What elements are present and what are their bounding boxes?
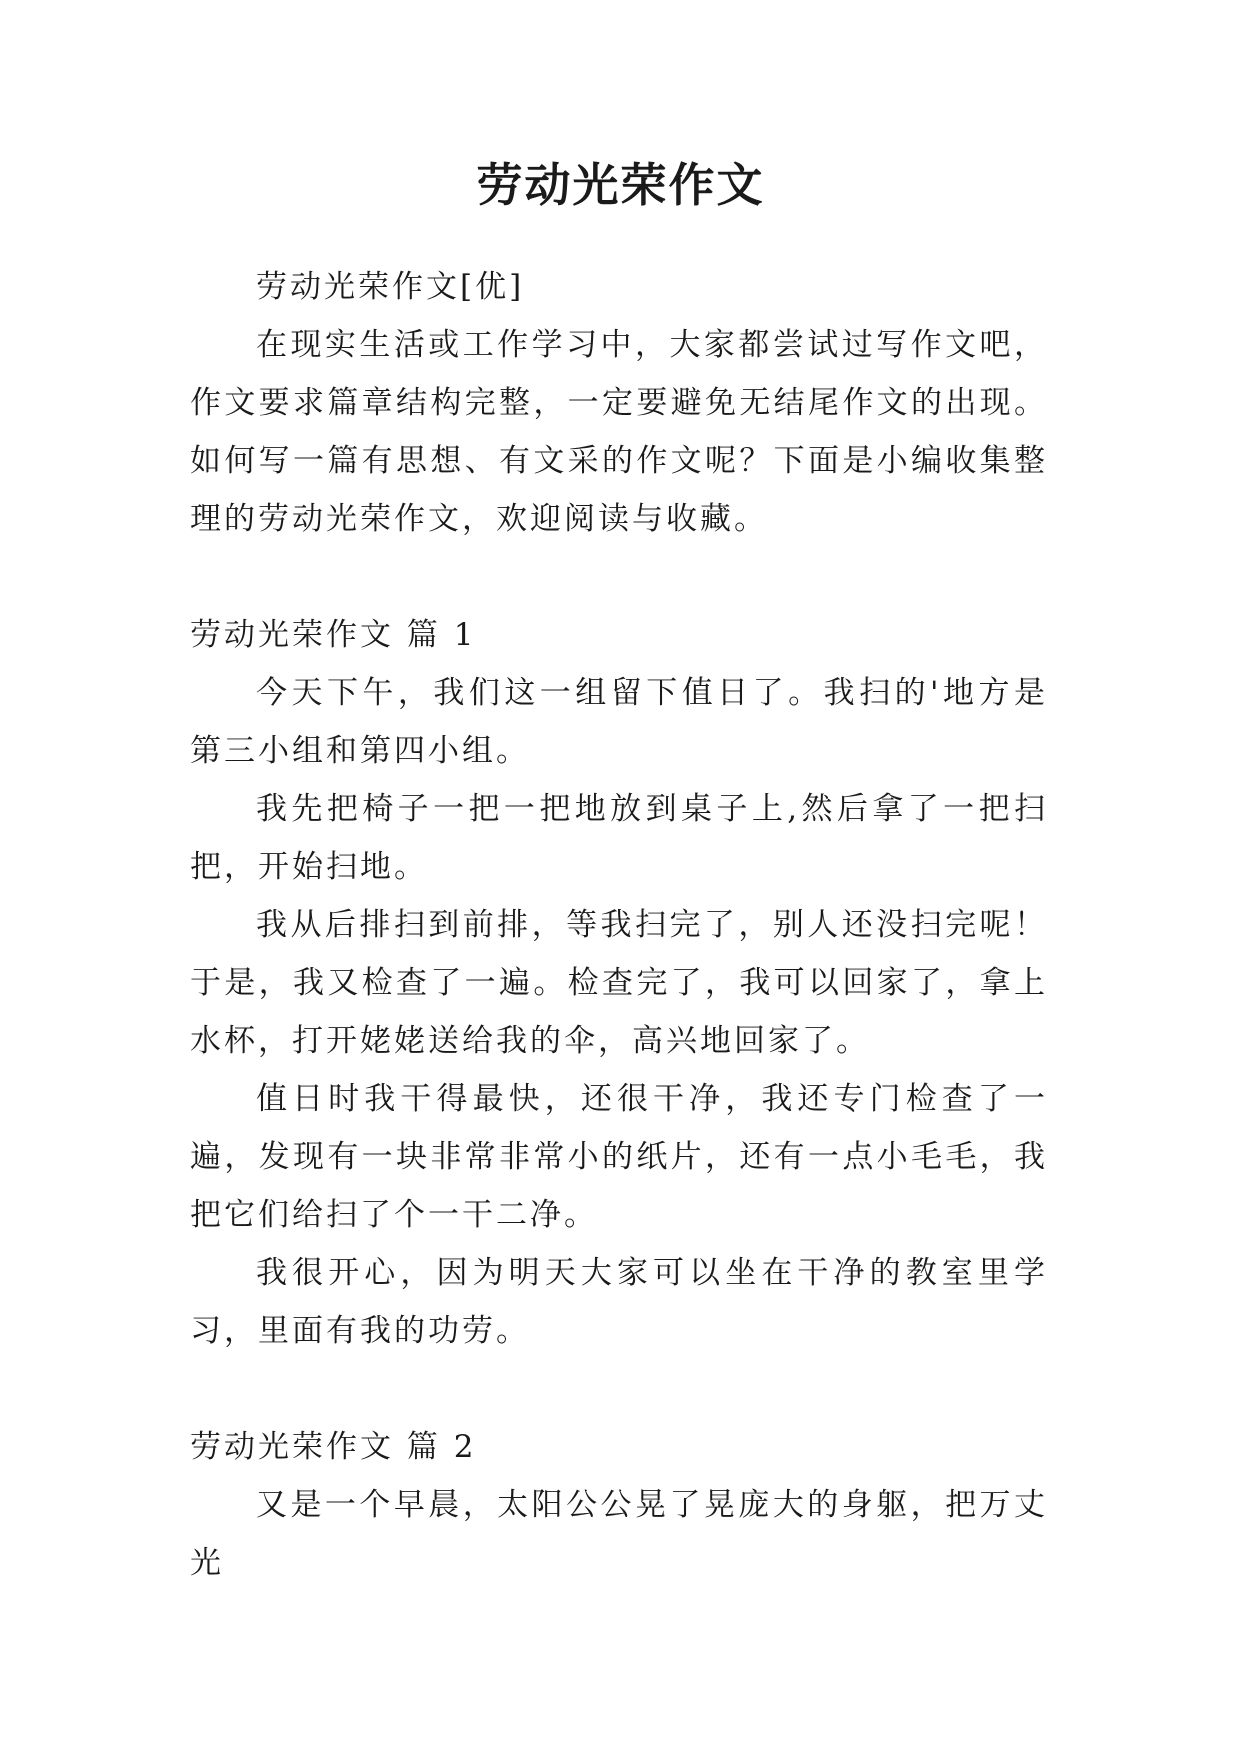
section-2-paragraph-1: 又是一个早晨，太阳公公晃了晃庞大的身躯，把万丈光 (190, 1487, 1048, 1581)
document-subtitle: 劳动光荣作文[优] (256, 269, 525, 305)
section-1-paragraph-3: 我从后排扫到前排，等我扫完了，别人还没扫完呢！于是，我又检查了一遍。检查完了，我可以回家了，拿上水杯，打开姥姥送给我的伞，高兴地回家了。 (190, 907, 1048, 1059)
intro-paragraph: 在现实生活或工作学习中，大家都尝试过写作文吧，作文要求篇章结构完整，一定要避免无结尾作文的出现。如何写一篇有思想、有文采的作文呢？下面是小编收集整理的劳动光荣作文，欢迎阅读与收藏。 (190, 327, 1048, 537)
section-heading-1: 劳动光荣作文 篇 1 (190, 617, 477, 653)
document-title: 劳动光荣作文 (476, 158, 765, 212)
section-spacer (190, 1360, 1048, 1418)
section-1-paragraph-5: 我很开心，因为明天大家可以坐在干净的教室里学习，里面有我的功劳。 (190, 1255, 1048, 1349)
section-heading-2: 劳动光荣作文 篇 2 (190, 1429, 477, 1465)
section-spacer (190, 548, 1048, 606)
section-1-paragraph-2: 我先把椅子一把一把地放到桌子上,然后拿了一把扫把，开始扫地。 (190, 791, 1048, 885)
document-body (190, 258, 1048, 1592)
section-1-paragraph-4: 值日时我干得最快，还很干净，我还专门检查了一遍，发现有一块非常非常小的纸片，还有一点小毛毛，我把它们给扫了个一干二净。 (190, 1081, 1048, 1233)
section-1-paragraph-1: 今天下午，我们这一组留下值日了。我扫的'地方是第三小组和第四小组。 (190, 675, 1048, 769)
